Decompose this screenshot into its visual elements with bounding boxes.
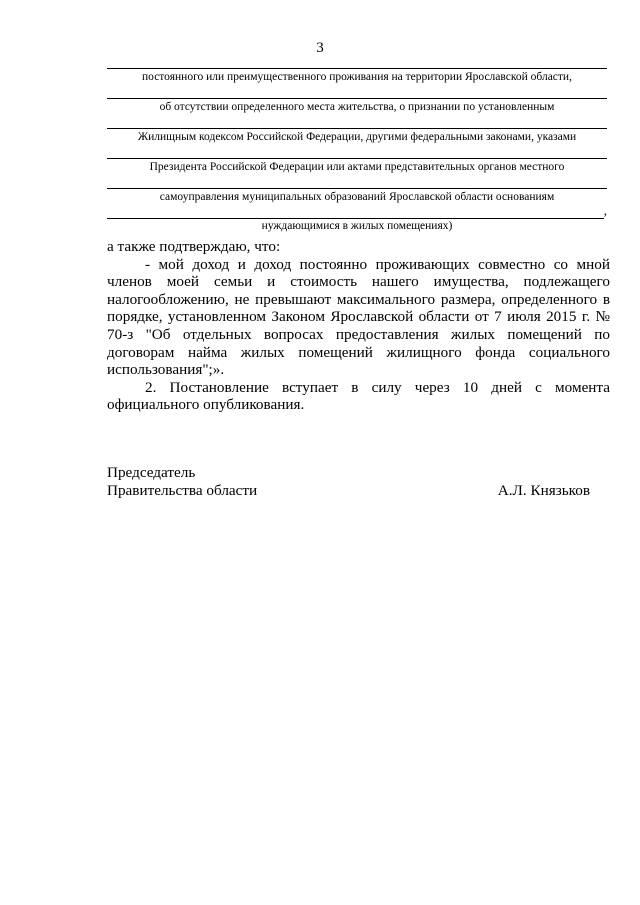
form-caption: Жилищным кодексом Российской Федерации, другими федеральными законами, указами (137, 131, 577, 143)
form-caption: об отсутствии определенного места жительства, о признании по установленным (159, 101, 555, 113)
form-line (107, 128, 607, 158)
income-declaration-item: - мой доход и доход постоянно проживающих совместно со мной членов моей семьи и стоимость нашего имущества, подлежащего налогообложению, не превышают максимального размера, определенного в порядке, установленном Законом Ярославской области от 7 июля 2015 г. № 70-з "Об отдельных вопросах предоставления жилых помещений по договорам найма жилых помещений жилищного фонда социального использования";». (107, 255, 610, 379)
signature-row (107, 482, 590, 500)
form-fill-block (107, 68, 607, 242)
signatory-name: А.Л. Князьков (497, 481, 590, 499)
form-line (107, 98, 607, 128)
form-line (107, 188, 607, 218)
form-caption: постоянного или преимущественного проживания на территории Ярославской области, (142, 71, 572, 83)
form-caption: самоуправления муниципальных образований Ярославской области основаниям (159, 191, 555, 203)
clause-2-paragraph: 2. Постановление вступает в силу через 10 дней с момента официального опубликования. (107, 378, 610, 414)
intro-paragraph: а также подтверждаю, что: (107, 238, 281, 255)
main-text (107, 238, 610, 414)
form-line (107, 158, 607, 188)
form-trailing-comma: , (603, 203, 607, 218)
form-underline (107, 218, 604, 219)
form-caption: нуждающимися в жилых помещениях) (261, 220, 453, 232)
signature-block (107, 464, 590, 499)
page-number: 3 (316, 40, 324, 56)
signatory-title-line2: Правительства области (107, 481, 258, 499)
form-line (107, 68, 607, 98)
signatory-title-line1: Председатель (107, 464, 196, 481)
form-caption: Президента Российской Федерации или актами представительных органов местного (149, 161, 565, 173)
